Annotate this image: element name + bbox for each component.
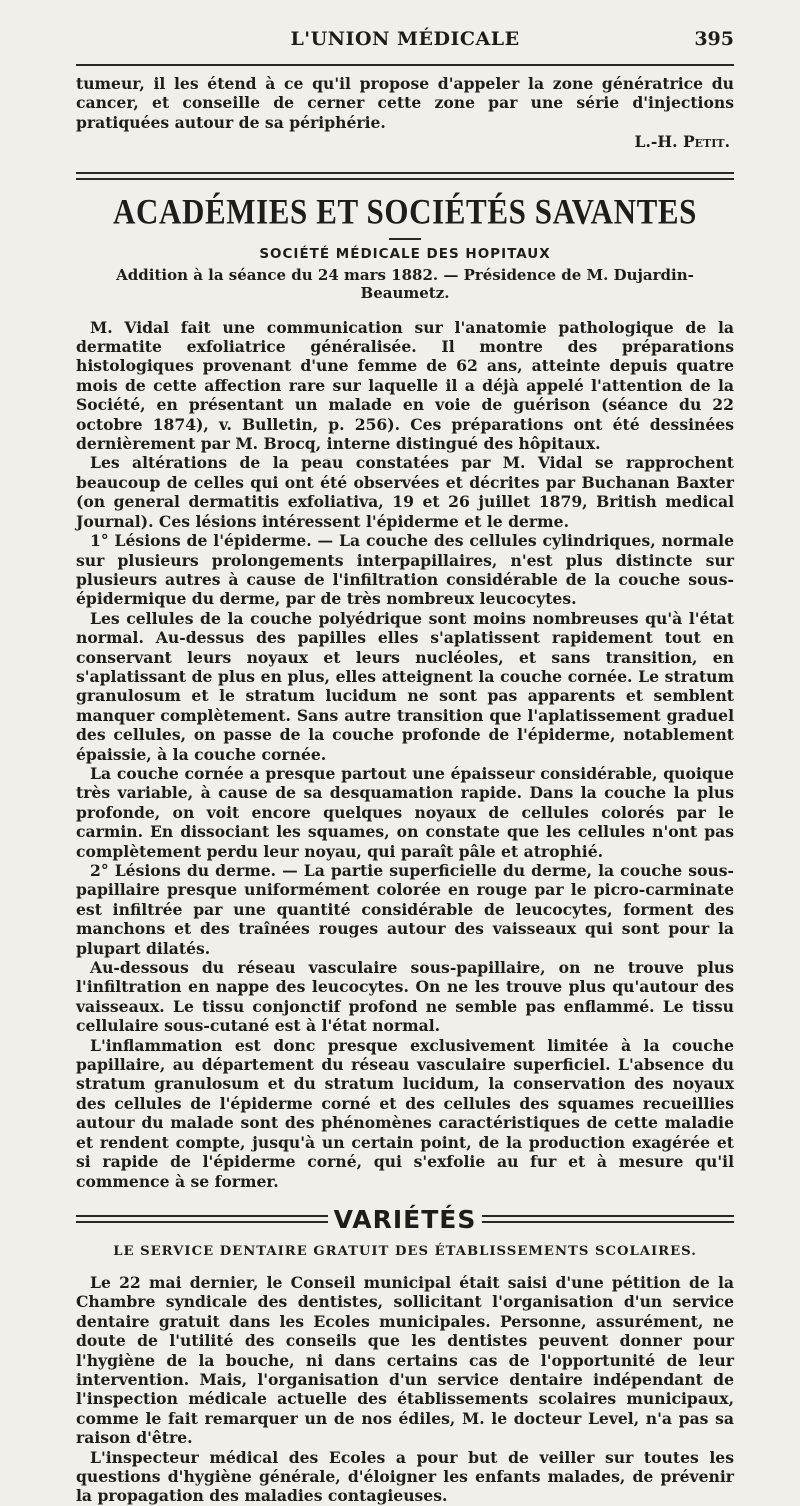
signature [76,132,734,151]
paragraph: 2° Lésions du derme. — La partie superficielle du derme, la couche sous-papillaire presque uniformément colorée en rouge par le picro-carminate est infiltrée par une quantité considérable de leucocytes, forment des manchons et des traînées rouges autour des vaisseaux qui sont pour la plupart dilatés. [76,861,734,958]
banner-rule-left [76,1215,328,1223]
paragraph: M. Vidal fait une communication sur l'anatomie pathologique de la dermatite exfoliatrice généralisée. Il montre des préparations histologiques provenant d'une femme de 62 ans, atteinte depuis quatre mois de cette affection rare sur laquelle il a déjà appelé l'attention de la Société, en présentant un malade en voie de guérison (séance du 22 octobre 1874), v. Bulletin, p. 256). Ces préparations ont été dessinées dernièrement par M. Brocq, interne distingué des hôpitaux. [76,317,734,454]
paragraph: Les cellules de la couche polyédrique sont moins nombreuses qu'à l'état normal. Au-dessus des papilles elles s'aplatissent rapidement tout en conservant leurs noyaux et leurs nucléoles, et sans transition, en s'aplatissant de plus en plus, elles atteignent la couche cornée. Le stratum granulosum et le stratum lucidum ne sont pas apparents et semblent manquer complètement. Sans autre transition que l'aplatissement graduel des cellules, on passe de la couche profonde de l'épiderme, notablement épaissie, à la couche cornée. [76,608,734,764]
paragraph: La couche cornée a presque partout une épaisseur considérable, quoique très variable, à cause de sa desquamation rapide. Dans la couche la plus profonde, on voit encore quelques noyaux de cellules colorés par le carmin. En dissociant les squames, on constate que les cellules n'ont pas complètement perdu leur noyau, qui paraît pâle et atrophié. [76,763,734,861]
society-heading: SOCIÉTÉ MÉDICALE DES HOPITAUX [259,245,551,262]
title-rule [389,238,421,240]
article-heading: LE SERVICE DENTAIRE GRATUIT DES ÉTABLISSEMENTS SCOLAIRES. [113,1243,697,1259]
page-header [76,0,734,66]
page-number: 395 [694,28,734,50]
varietes-banner [76,1205,734,1234]
paragraph: Les altérations de la peau constatées par M. Vidal se rapprochent beaucoup de celles qui ont été observées et décrites par Buchanan Baxter (on general dermatitis exfoliativa, 19 et 26 juillet 1879, British medical Journal). Ces lésions intéressent l'épiderme et le derme. [76,453,734,531]
section-title-varietes: VARIÉTÉS [333,1204,477,1234]
section-title-academies: ACADÉMIES ET SOCIÉTÉS SAVANTES [113,190,697,232]
intro-paragraph: tumeur, il les étend à ce qu'il propose d'appeler la zone génératrice du cancer, et conseille de cerner cette zone par une série d'injections pratiquées autour de sa périphérie. [76,74,734,132]
paragraph: L'inspecteur médical des Ecoles a pour but de veiller sur toutes les questions d'hygiène générale, d'éloigner les enfants malades, de prévenir la propagation des maladies contagieuses. [76,1447,734,1506]
paragraph: 1° Lésions de l'épiderme. — La couche des cellules cylindriques, normale sur plusieurs prolongements interpapillaires, n'est plus distincte sur plusieurs autres à cause de l'infiltration considérable de la couche sous-épidermique du derme, par de très nombreux leucocytes. [76,531,734,609]
journal-title: L'UNION MÉDICALE [290,28,520,50]
banner-rule-right [482,1215,734,1223]
section-divider [76,172,734,180]
paragraph: L'inflammation est donc presque exclusivement limitée à la couche papillaire, au département du réseau vasculaire superficiel. L'absence du stratum granulosum et du stratum lucidum, la conservation des noyaux des cellules de l'épiderme corné et des cellules des squames recueillies autour du malade sont des phénomènes caractéristiques de cette maladie et rendent compte, jusqu'à un certain point, de la production exagérée et si rapide de l'épiderme corné, qui s'exfolie au fur et à mesure qu'il commence à se former. [76,1035,734,1191]
session-line: Addition à la séance du 24 mars 1882. — Présidence de M. Dujardin-Beaumetz. [116,265,694,302]
signature-name: L.-H. Petit. [634,132,730,152]
paragraph: Au-dessous du réseau vasculaire sous-papillaire, on ne trouve plus l'infiltration en nappe des leucocytes. On ne les trouve plus qu'autour des vaisseaux. Le tissu conjonctif profond ne semble pas enflammé. Le tissu cellulaire sous-cutané est à l'état normal. [76,958,734,1036]
paragraph: Le 22 mai dernier, le Conseil municipal était saisi d'une pétition de la Chambre syndicale des dentistes, sollicitant l'organisation d'un service dentaire gratuit dans les Ecoles municipales. Personne, assurément, ne doute de l'utilité des conseils que les dentistes peuvent donner pour l'hygiène de la bouche, ni dans certains cas de l'opportunité de leur intervention. Mais, l'organisation d'un service dentaire indépendant de l'inspection médicale actuelle des établissements scolaires municipaux, comme le fait remarquer un de nos édiles, M. le docteur Level, n'a pas sa raison d'être. [76,1272,734,1448]
